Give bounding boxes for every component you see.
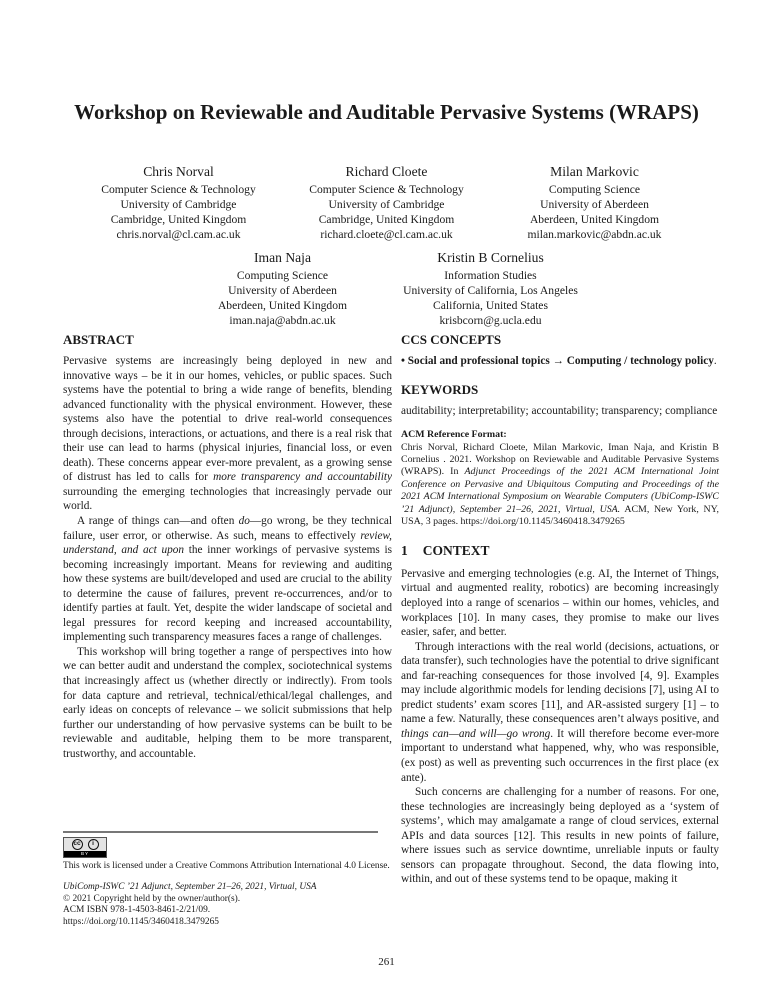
left-column (63, 332, 392, 928)
author-dept: Information Studies (444, 269, 537, 282)
author-email: iman.naja@abdn.ac.uk (229, 314, 336, 327)
cc-badge-icons (64, 838, 106, 851)
author-name: Milan Markovic (550, 164, 639, 179)
section-1-heading (401, 544, 719, 559)
abstract-paragraph: This workshop will bring together a range of perspectives into how we can better audit and understand the complex, sociotechnical systems that increasingly affect us (whether directly or indirectly). From tools for data capture and retrieval, technical/ethical/legal challenges, and early ideas on concepts of relevance – we solicit submissions that help further our understanding of how pervasive systems can be built to be reviewable and auditable, helping them to be more transparent, trustworthy, and accountable. (63, 645, 392, 760)
license-block (63, 831, 392, 928)
author-location: Cambridge, United Kingdom (110, 213, 247, 226)
cc-by-badge[interactable] (63, 837, 107, 858)
author-location: Aberdeen, United Kingdom (217, 299, 348, 312)
authors-row-1 (0, 163, 773, 242)
author-block (287, 163, 487, 242)
context-paragraph: Pervasive and emerging technologies (e.g. AI, the Internet of Things, virtual and augmented reality, robotics) are becoming increasingly deployed into a range of scenarios – within our homes, vehicles, and workplaces [10]. In many cases, they promise to make our lives easier, safer, and better. (401, 567, 719, 639)
acm-reference-heading: ACM Reference Format: (401, 429, 507, 441)
context-paragraph: Such concerns are challenging for a number of reasons. For one, these technologies are increasingly being deployed as a ‘system of systems’, which may amalgamate a range of cloud services, external APIs and data sources [12]. This results in new points of failure, where issues such as service downtime, unreliable inputs or faulty sensors can propagate throughout. Second, the data flowing into, within, and out of these systems tend to be opaque, making it (401, 786, 719, 886)
keywords-content: auditability; interpretability; accountability; transparency; compliance (401, 404, 718, 417)
author-block (391, 249, 591, 328)
abstract-paragraph: Pervasive systems are increasingly being deployed in new and innovative ways – be it in our homes, vehicles, or public spaces. Such systems have the potential to bring a wide range of benefits, blending advanced functionality with the physical environment. However, these systems also have the potential to drive real-world consequences through decisions, interactions, or actuations, and there is a real risk that their use can lead to harms (physical injuries, financial loss, or even death). These concerns appear ever-more prevalent, as a growing sense of distrust has led to calls for more transparency and accountability surrounding the emerging technologies that increasingly pervade our world. (63, 355, 392, 513)
author-university: University of Cambridge (328, 198, 445, 211)
cc-by-label: BY (64, 851, 106, 857)
author-location: Cambridge, United Kingdom (318, 213, 455, 226)
author-dept: Computer Science & Technology (309, 183, 464, 196)
license-text: This work is licensed under a Creative Commons Attribution International 4.0 License. (63, 860, 390, 871)
author-name: Kristin B Cornelius (437, 250, 544, 265)
author-university: University of California, Los Angeles (403, 284, 578, 297)
conference-info: UbiComp-ISWC ’21 Adjunct, September 21–26, 2021, Virtual, USA (63, 882, 317, 893)
author-email: milan.markovic@abdn.ac.uk (527, 228, 662, 241)
section-number: 1 (401, 543, 408, 559)
body-columns (63, 332, 719, 928)
author-location: California, United States (433, 299, 548, 312)
keywords-heading: KEYWORDS (401, 381, 479, 397)
cc-icon: cc (72, 839, 83, 850)
ccs-content: • Social and professional topics → Computing / technology policy. (401, 355, 717, 367)
authors-row-2 (0, 249, 773, 328)
footnote-rule (63, 831, 378, 833)
section-title: CONTEXT (422, 543, 490, 559)
author-email: krisbcorn@g.ucla.edu (439, 314, 542, 327)
copyright-line: © 2021 Copyright held by the owner/author(s). (63, 893, 241, 904)
author-dept: Computer Science & Technology (101, 183, 256, 196)
author-block (79, 163, 279, 242)
author-university: University of Cambridge (120, 198, 237, 211)
author-name: Iman Naja (254, 250, 311, 265)
context-paragraph: Through interactions with the real world (decisions, actuations, or data transfer), such technologies have the potential to drive significant and far-reaching consequences for those involved [4, 9]. Examples may include algorithmic models for lending decisions [7], using AI to predict students’ exam scores [11], and AR-assisted surgery [1] – to name a few. Naturally, these consequences aren’t always positive, and things can—and will—go wrong. It will therefore become ever-more important to understand what happened, why, who was responsible, (ex post) as well as preventing such occurrences in the first place (ex ante). (401, 640, 719, 784)
doi-link[interactable]: https://doi.org/10.1145/3460418.3479265 (63, 916, 219, 927)
isbn-line: ACM ISBN 978-1-4503-8461-2/21/09. (63, 905, 211, 916)
author-dept: Computing Science (548, 183, 641, 196)
paper-title: Workshop on Reviewable and Auditable Pervasive Systems (WRAPS) (74, 100, 699, 124)
author-name: Chris Norval (143, 164, 214, 179)
author-block (495, 163, 695, 242)
page-number: 261 (378, 956, 395, 968)
ccs-heading: CCS CONCEPTS (401, 332, 502, 347)
author-dept: Computing Science (236, 269, 329, 282)
author-university: University of Aberdeen (228, 284, 337, 297)
author-name: Richard Cloete (345, 164, 428, 179)
abstract-heading: ABSTRACT (63, 332, 134, 347)
right-column (401, 332, 719, 928)
author-email: chris.norval@cl.cam.ac.uk (116, 228, 241, 241)
author-email: richard.cloete@cl.cam.ac.uk (320, 228, 453, 241)
by-person-icon: i (88, 839, 99, 850)
author-location: Aberdeen, United Kingdom (529, 213, 660, 226)
abstract-paragraph: A range of things can—and often do—go wrong, be they technical failure, user error, or otherwise. As such, means to effectively review, understand, and act upon the inner workings of pervasive systems is becoming increasingly important. Means for reviewing and auditing how these systems are built/developed and used are crucial to the ability to determine the cause of failures, prevent re-occurrences, and/or to identify parties at fault. Yet, despite the wider landscape of societal and legal pressures for record keeping and increased accountability, implementing such transparency measures faces a range of challenges. (63, 515, 392, 644)
acm-reference-text: Chris Norval, Richard Cloete, Milan Markovic, Iman Naja, and Kristin B Cornelius . 2021. Workshop on Reviewable and Auditable Pervasive Systems (WRAPS). In Adjunct Proceedings of the 2021 ACM International Joint Conference on Pervasive and Ubiquitous Computing and Proceedings of the 2021 ACM International Symposium on Wearable Computers (UbiComp-ISWC ’21 Adjunct), September 21–26, 2021, Virtual, USA. ACM, New York, NY, USA, 3 pages. https://doi.org/10.1145/3460418.3479265 (401, 441, 719, 527)
author-university: University of Aberdeen (540, 198, 649, 211)
author-block (183, 249, 383, 328)
